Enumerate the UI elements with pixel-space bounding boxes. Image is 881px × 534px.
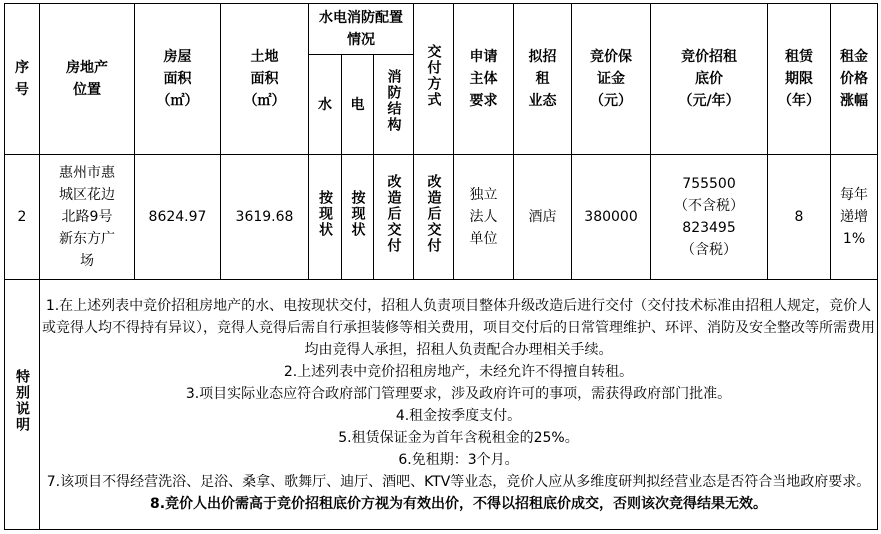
cell-building-area: 8624.97 <box>135 155 221 280</box>
note-item: 7.该项目不得经营洗浴、足浴、桑拿、歌舞厅、迪厅、酒吧、KTV等业态，竞价人应从多维度研判拟经营业态是否符合当地政府要求。 <box>46 473 871 490</box>
cell-water: 按现状 <box>309 155 342 280</box>
cell-electricity: 按现状 <box>342 155 374 280</box>
header-rent-increase: 租金 价格 涨幅 <box>831 4 878 155</box>
header-reserve-price: 竞价招租 底价 （元/年） <box>651 4 768 155</box>
header-business: 拟招 租 业态 <box>514 4 572 155</box>
note-item: 5.租赁保证金为首年含税租金的25%。 <box>338 429 579 446</box>
cell-fire: 改造后交付 <box>374 155 414 280</box>
cell-land-area: 3619.68 <box>221 155 309 280</box>
notes-body <box>40 280 878 530</box>
header-location: 房地产 位置 <box>40 4 135 155</box>
cell-location: 惠州市惠 城区花边 北路9号 新东方广 场 <box>40 155 135 280</box>
cell-seq: 2 <box>5 155 40 280</box>
cell-rent-increase: 每年 递增 1% <box>831 155 878 280</box>
cell-reserve-price: 755500 （不含税） 823495 （含税） <box>651 155 768 280</box>
header-land-area: 土地 面积 （㎡） <box>221 4 309 155</box>
header-term: 租赁 期限 （年） <box>768 4 831 155</box>
note-item: 4.租金按季度支付。 <box>395 407 522 424</box>
bidding-table <box>4 3 878 530</box>
note-item: 1.在上述列表中竞价招租房地产的水、电按现状交付，招租人负责项目整体升级改造后进行交付（交付技术标准由招租人规定，竞价人或竞得人均不得持有异议），竞得人竞得后需自行承担装修等相关费用，项目交付后的日常管理维护、环评、消防及安全整改等所需费用均由竞得人承担，招租人负责配合办理相关手续。 <box>42 297 875 358</box>
header-water: 水 <box>309 55 342 155</box>
note-item: 8.竞价人出价需高于竞价招租底价方视为有效出价，不得以招租底价成交，否则该次竞得结果无效。 <box>149 495 768 512</box>
cell-delivery: 改造后交付 <box>414 155 454 280</box>
cell-deposit: 380000 <box>572 155 651 280</box>
header-applicant: 申请 主体 要求 <box>454 4 514 155</box>
notes-label: 特别说明 <box>5 280 40 530</box>
cell-applicant: 独立 法人 单位 <box>454 155 514 280</box>
note-item: 6.免租期：3个月。 <box>398 451 519 468</box>
note-item: 2.上述列表中竞价招租房地产，未经允许不得擅自转租。 <box>283 363 634 380</box>
cell-term: 8 <box>768 155 831 280</box>
header-delivery: 交付方式 <box>414 4 454 155</box>
header-utilities-group: 水电消防配置 情况 <box>309 4 414 55</box>
note-item: 3.项目实际业态应符合政府部门管理要求，涉及政府许可的事项，需获得政府部门批准。 <box>185 385 732 402</box>
header-fire: 消防结构 <box>374 55 414 155</box>
cell-business: 酒店 <box>514 155 572 280</box>
header-deposit: 竞价保 证金 （元） <box>572 4 651 155</box>
header-electricity: 电 <box>342 55 374 155</box>
header-building-area: 房屋 面积 （㎡） <box>135 4 221 155</box>
header-seq: 序 号 <box>5 4 40 155</box>
